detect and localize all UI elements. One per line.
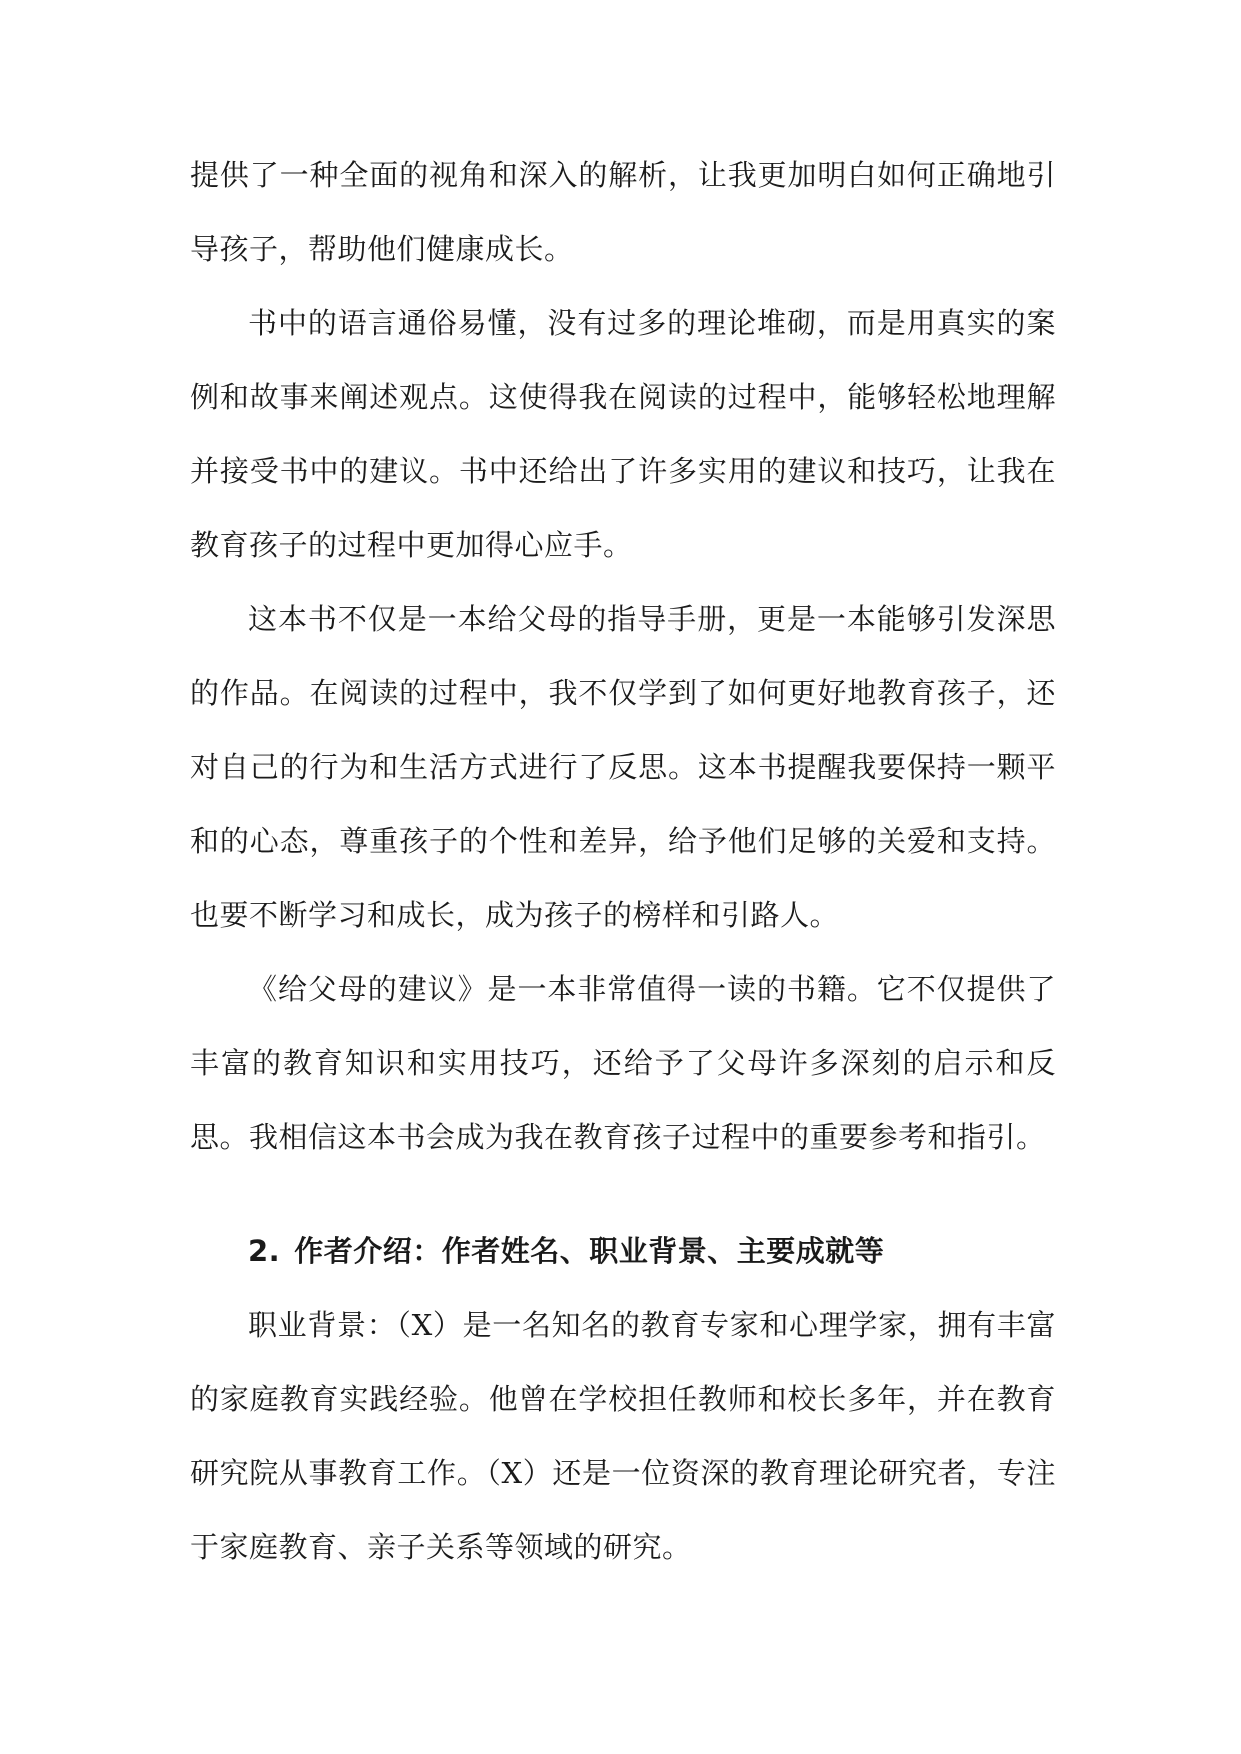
paragraph-2: 书中的语言通俗易懂，没有过多的理论堆砌，而是用真实的案例和故事来阐述观点。这使得我在阅读的过程中，能够轻松地理解并接受书中的建议。书中还给出了许多实用的建议和技巧，让我在教育孩子的过程中更加得心应手。 [190, 306, 1056, 562]
paragraph-3: 这本书不仅是一本给父母的指导手册，更是一本能够引发深思的作品。在阅读的过程中，我不仅学到了如何更好地教育孩子，还对自己的行为和生活方式进行了反思。这本书提醒我要保持一颗平和的心态，尊重孩子的个性和差异，给予他们足够的关爱和支持。也要不断学习和成长，成为孩子的榜样和引路人。 [190, 602, 1056, 932]
section-heading [190, 1214, 1056, 1288]
paragraph-4: 《给父母的建议》是一本非常值得一读的书籍。它不仅提供了丰富的教育知识和实用技巧，还给予了父母许多深刻的启示和反思。我相信这本书会成为我在教育孩子过程中的重要参考和指引。 [190, 972, 1056, 1154]
section-number: 2. [248, 1234, 281, 1268]
paragraph-5: 职业背景：（X）是一名知名的教育专家和心理学家，拥有丰富的家庭教育实践经验。他曾在学校担任教师和校长多年，并在教育研究院从事教育工作。（X）还是一位资深的教育理论研究者，专注于家庭教育、亲子关系等领域的研究。 [190, 1308, 1056, 1564]
paragraph-1: 提供了一种全面的视角和深入的解析，让我更加明白如何正确地引导孩子，帮助他们健康成长。 [190, 158, 1056, 266]
document-page [190, 138, 1056, 1584]
section-title: 作者介绍：作者姓名、职业背景、主要成就等 [294, 1234, 885, 1268]
